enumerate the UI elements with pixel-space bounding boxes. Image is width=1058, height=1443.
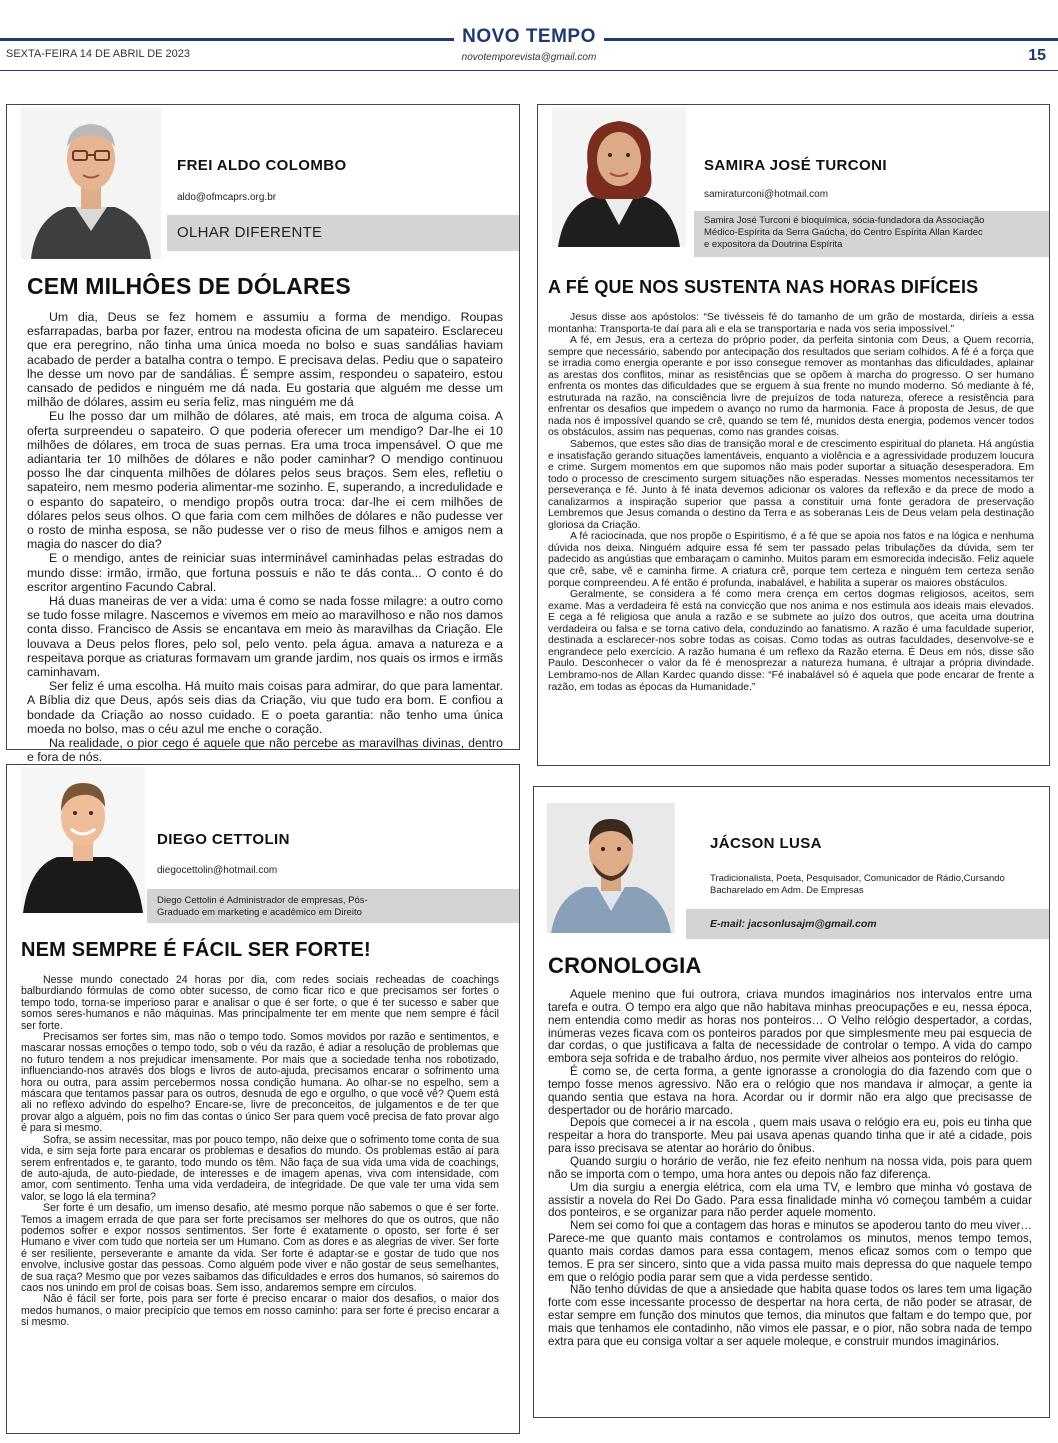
author-name: FREI ALDO COLOMBO [177, 157, 347, 174]
author-portrait-photo [547, 803, 675, 933]
article-paragraph: Ser forte é um desafio, um imenso desafio, até mesmo porque não sabemos o que é ser forte. Temos a imagem errada de que para ser forte precisamos ser melhores do que os outros, que não podemos sofrer e expor nossos sentimentos. Ser forte é exatamente o oposto, ser forte é ser Humano e viver com tudo que norteia ser um Humano. Com as dores e as alegrias de viver. Ser forte é ser resiliente, perseverante e amante da vida. Ser forte é adaptar-se e gostar de tudo que nos envolve, inclusive gostar das pessoas. Como alguém pode viver e não gostar de seus semelhantes, de sua raça? Mesmo que por vezes saibamos das dificuldades e erros dos humanos, só sairemos do caos nos unindo em prol de coisas boas. Sem isso, andaremos sempre em círculos. [21, 1202, 499, 1294]
article-paragraph: É como se, de certa forma, a gente ignorasse a cronologia do dia fazendo com que o tempo fosse menos agressivo. Não era o relógio que nos mandava ir almoçar, a gente ia quando sentia que estava na hora. Acordar ou ir dormir não era algo que precisasse de despertador ou de horário marcado. [548, 1065, 1032, 1117]
issue-date: SEXTA-FEIRA 14 DE ABRIL DE 2023 [6, 48, 191, 60]
article-body [27, 310, 503, 765]
author-name: SAMIRA JOSÉ TURCONI [704, 157, 887, 174]
article-paragraph: Sofra, se assim necessitar, mas por pouco tempo, não deixe que o sofrimento tome conta de sua vida, e sim seja forte para encarar os problemas e desafios do mundo. Os problemas estão aí para serem enfrentados e, te garanto, todo mundo os têm. Não faça de sua vida uma vida de coachings, de auto-ajuda, de auto-piedade, de interesses e de imagem apenas, viva com intensidade, com amor, com sentimento. Tenha uma vida verdadeira, de integridade. De que vale ter uma vida sem valor, se logo lá ela termina? [21, 1133, 499, 1203]
article-paragraph: Um dia surgiu a energia elétrica, com ela uma TV, e lembro que minha vó gostava de assistir a novela do Rei Do Gado. Para essa finalidade minha vó começou também a cuidar dos ponteiros, e se organizar para não perder aquele momento. [548, 1180, 1032, 1220]
article-paragraph: A fé raciocinada, que nos propõe o Espiritismo, é a fé que se apoia nos fatos e na lógica e nenhuma dúvida nos deixa. Ninguém adquire essa fé sem ter passado pelas tribulações da dúvida, sem ter padecido as angústias que embaraçam o caminho. Muitos param em esmorecida indecisão. Feliz aquele que crê, sabe, vê e caminha firme. A criatura crê, porque tem certeza e ninguém tem certeza senão porque compreendeu. A fé então é profunda, inabalável, e habilita a superar os maiores obstáculos. [548, 531, 1034, 589]
article-paragraph: A fé, em Jesus, era a certeza do próprio poder, da perfeita sintonia com Deus, a Quem recorria, sempre que necessário, sabendo por antecipação dos resultados que seriam colhidos. A fé é a força que se irradia como energia operante e por isso consegue remover as montanhas das dificuldades, aplainar as arestas dos conflitos, minar as resistências que se opõem à marcha do progresso. O ser humano enfrenta os montes das dificuldades que se erguem à sua frente no mundo moderno. Só mediante à fé, estruturada na razão, na consciência livre de prejuízos de toda natureza, oferece a resistência para enfrentar os desafios que impedem o avanço no rumo da harmonia. Face à proposta de Jesus, de que nada nos é impossível quando se crê, quando se tem fé, munidos desta energia, podemos vencer todos os obstáculos, assim nas pequenas, como nas grandes coisas. [548, 335, 1034, 439]
article-paragraph: Sabemos, que estes são dias de transição moral e de crescimento espiritual do planeta. Há angústia e insatisfação gerando situações lamentáveis, enquanto a violência e a agressividade produzem loucura e crime. Surgem momentos em que supomos não mais poder suportar a situação desesperadora. Em todo o processo de crescimento surgem situações não esperadas. Nesses momentos necessitamos ter perseverança e fé. Junto à fé inata devemos adicionar os valores da reflexão e da prece de modo a canalizarmos a inspiração superior que passa a constituir uma fonte geradora de preservação Lembremos que Jesus comanda o destino da Terra e as soberanas Leis de Deus velam pela destinação gloriosa da Criação. [548, 439, 1034, 531]
author-bio: Diego Cettolin é Administrador de empresas, Pós-Graduado em marketing e acadêmico em Direito [157, 895, 368, 918]
article-paragraph: Aquele menino que fui outrora, criava mundos imaginários nos intervalos entre uma tarefa e outra. O tempo era algo que não habitava minhas preocupações e eu, nessa época, nem entendia como medir as horas nos ponteiros… O Velho relógio despertador, a cordas, inúmeras vezes ficava com os ponteiros parados por que simplesmente meu pai esquecia de dar cordas, o que justificava a falta de necessidade de controlar o tempo. A vida do campo embora seja sofrida e de trabalho árduo, nos permite viver alheios aos ponteiros do relógio. [548, 988, 1032, 1066]
column-samira [537, 104, 1050, 766]
article-headline: CRONOLOGIA [548, 953, 702, 978]
author-email: E-mail: jacsonlusajm@gmail.com [710, 918, 877, 930]
article-paragraph: Na realidade, o pior cego é aquele que não percebe as maravilhas divinas, dentro e fora de nós. [27, 736, 503, 765]
author-portrait-photo [21, 107, 161, 259]
author-portrait-photo [21, 767, 145, 913]
article-paragraph: Quando surgiu o horário de verão, nie fez efeito nenhum na nossa vida, pois para quem não se importa com o tempo, uma hora antes ou depois não faz diferença. [548, 1154, 1032, 1181]
article-paragraph: Nesse mundo conectado 24 horas por dia, com redes sociais recheadas de coachings balburdiando fórmulas de como obter sucesso, de como ficar rico e que precisamos ser fortes o tempo todo, torna-se imperioso parar e analisar o que é ser forte, o que é ter sucesso e saber que somos seres-humanos e não máquinas. Mas principalmente ter em mente que nem sempre é fácil ser forte. [21, 974, 499, 1032]
article-headline: A FÉ QUE NOS SUSTENTA NAS HORAS DIFÍCEIS [548, 277, 979, 297]
author-portrait-photo [552, 107, 686, 247]
article-body [548, 312, 1034, 693]
column-jacson [533, 786, 1050, 1418]
author-bio: Samira José Turconi é bioquímica, sócia-fundadora da Associação Médico-Espírita da Serra Gaúcha, do Centro Espírita Allan Kardec e expositora da Doutrina Espírita [704, 215, 985, 250]
article-paragraph: Ser feliz é uma escolha. Há muito mais coisas para admirar, do que para lamentar. A Bíblia diz que Deus, após seis dias da Criação, viu que tudo era bom. E confiou a bondade da Criação ao nosso cuidado. E o poeta garantia: não tenho uma única moeda no bolso, mas o céu azul me enche o coração. [27, 679, 503, 736]
newspaper-title: NOVO TEMPO [454, 26, 604, 48]
section-name: OLHAR DIFERENTE [177, 224, 323, 241]
article-paragraph: Precisamos ser fortes sim, mas não o tempo todo. Somos movidos por razão e sentimentos, e mascarar nossas emoções o tempo todo, sob o véu da razão, é adiar a resolução de problemas que no futuro tendem a nos prejudicar imensamente. Por mais que a sociedade tenha nos robotizado, influenciando-nos através dos blogs e livros de auto-ajuda, precisamos encarar o sofrimento uma hora ou outra, para assim percebermos nossa condição humana. Ao olhar-se no espelho, sem a máscara que tentamos passar para os outros, desnuda de ego e orgulho, o que você vê? Quem está ali no reflexo advindo do espelho? Encare-se, livre de preconceitos, de julgamentos e de ter que provar algo a alguém, pois no fim das contas o único Ser para quem você precisa de fato provar algo é para si mesmo. [21, 1031, 499, 1135]
page-number: 15 [1028, 47, 1046, 64]
column-diego [6, 764, 520, 1434]
author-bio: Tradicionalista, Poeta, Pesquisador, Comunicador de Rádio,Cursando Bacharelado em Adm. De Empresas [710, 873, 1005, 896]
article-paragraph: Há duas maneiras de ver a vida: uma é como se nada fosse milagre: a outro como se tudo fosse milagre. Nascemos e vivemos em meio ao maravilhoso e não nos damos conta disso. Francisco de Assis se encantava em meio às maravilhas da Criação. Ele louvava a Deus pelos flores, pelo sol, pelo vento. pela água. amava a natureza e a respeitava porque as criaturas formavam um grande jardim, nos quais os irmos e irmãs caminhavam. [27, 594, 503, 680]
article-paragraph: E o mendigo, antes de reiniciar suas interminável caminhadas pelas estradas do mundo disse: irmão, irmão, que fortuna possuis e não te dás conta... O conto é do escritor argentino Facundo Cabral. [27, 551, 503, 594]
article-headline: CEM MILHÔES DE DÓLARES [27, 273, 351, 299]
author-name: DIEGO CETTOLIN [157, 831, 290, 848]
article-paragraph: Geralmente, se considera a fé como mera crença em certos dogmas religiosos, aceitos, sem exame. Mas a verdadeira fé está na convicção que nos anima e nos estimula aos ideais mais elevados. E cega a fé religiosa que anula a razão e se submete ao juízo dos outros, que aceita uma doutrina verdadeira ou falsa e se torna cativo dela, conduzindo ao fanatismo. A razão é uma faculdade superior, destinada a esclarecer-nos sobre todas as coisas. Como todas as outras faculdades, desenvolve-se e engrandece pelo exercício. A razão humana é um reflexo da Razão eterna. É Deus em nós, disse são Paulo. Desconhecer o valor da fé é menosprezar a natureza humana, é ultrajar a própria divindade. Lembramo-nos de Allan Kardec quando disse: “Fé inabalável só é aquela que pode encarar de frente a razão, em todas as épocas da Humanidade.” [548, 589, 1034, 693]
article-paragraph: Não é fácil ser forte, pois para ser forte é preciso encarar o maior dos desafios, o maior dos medos humanos, o maior precipício que temos em nosso caminho: para ser forte é preciso encarar a si mesmo. [21, 1293, 499, 1329]
article-headline: NEM SEMPRE É FÁCIL SER FORTE! [21, 939, 371, 961]
article-body [21, 975, 499, 1329]
author-email: diegocettolin@hotmail.com [157, 865, 278, 876]
article-paragraph: Um dia, Deus se fez homem e assumiu a forma de mendigo. Roupas esfarrapadas, barba por fazer, entrou na modesta oficina de um sapateiro. Esclareceu que era peregrino, não tinha uma única moeda no bolso e suas sandálias haviam acabado de perder a batalha contra o tempo. E precisava delas. Pediu que o sapateiro lhe desse um novo par de sandálias. É sempre assim, respondeu o sapateiro, estou cansado de pedidos e ninguém me dá nada. Eu gostaria que alguém me desse um milhão de dólares, assim eu seria feliz, mas ninguém me dá [27, 310, 503, 410]
masthead-rule-bottom [0, 70, 1058, 71]
newspaper-email: novotemporevista@gmail.com [461, 52, 597, 63]
article-body [548, 989, 1032, 1349]
article-paragraph: Nem sei como foi que a contagem das horas e minutos se apoderou tanto do meu viver… Parece-me que quanto mais contamos e controlamos os minutos, menos tempo temos, quanto mais cordas damos para essa contagem, menos eficaz somos com o tempo que temos. E pra ser sincero, sinto que a vida passa muito mais depressa do que naquele tempo em que o relógio podia parar sem que a vida perdesse sentido. [548, 1219, 1032, 1284]
article-paragraph: Não tenho dúvidas de que a ansiedade que habita quase todos os lares tem uma ligação forte com esse incessante processo de despertar na hora certa, de não poder se atrasar, de estar sempre em função dos minutos que temos, dia minutos que faltam e do tempo que, por mais que tenhamos ele contadinho, não vimos ele passar, e o pior, não sobra nada de tempo extra para que eu consiga voltar a ser aquele moleque, e construir mundos imaginários. [548, 1283, 1032, 1348]
author-email: samiraturconi@hotmail.com [704, 189, 829, 200]
article-paragraph: Depois que comecei a ir na escola , quem mais usava o relógio era eu, pois eu tinha que respeitar a hora do transporte. Meu pai usava apenas quando tinha que ir até a cidade, pois para isso precisava se atentar ao horário do ônibus. [548, 1116, 1032, 1156]
author-email: aldo@ofmcaprs.org.br [177, 192, 277, 203]
article-paragraph: Eu lhe posso dar um milhão de dólares, até mais, em troca de alguma coisa. A oferta surpreendeu o sapateiro. O que poderia oferecer um mendigo? Dar-lhe ei 10 milhões de dólares, em troca de suas pernas. Era uma troca impensável. O que me adiantaria ter 10 milhões de dólares e não poder caminhar? O mendigo continuou posso lhe dar cinquenta milhões de dólares pelos seus braços. Sem eles, refletiu o sapateiro, nem mesmo poderia alimentar-me sozinho. E, superando, a incredulidade e o espanto do sapateiro, o mendigo propôs outra troca: dar-lhe ei cem milhões de dólares pelos seus olhos. O que faria com cem milhões de dólares e não pudesse ver o rosto de minha esposa, se não pudesse ver o riso de meus filhos e amigos nem a magia do nascer do dia? [27, 409, 503, 552]
author-name: JÁCSON LUSA [710, 835, 822, 852]
column-frei-aldo [6, 104, 520, 765]
article-paragraph: Jesus disse aos apóstolos: “Se tivésseis fé do tamanho de um grão de mostarda, diríeis a essa montanha: Transporta-te daí para ali e ela se transportaria e nada vos seria impossível.” [548, 312, 1034, 335]
